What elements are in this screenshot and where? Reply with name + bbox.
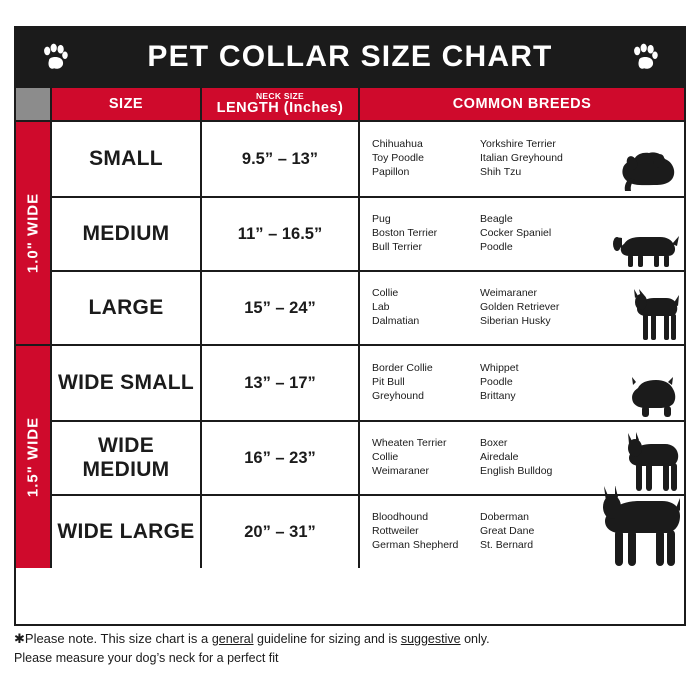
breed-item: Beagle <box>480 213 513 226</box>
breed-item: Collie <box>372 287 399 300</box>
breed-item: Boston Terrier <box>372 227 438 240</box>
breed-item: Airedale <box>480 451 519 464</box>
beagle-silhouette-icon <box>610 228 680 268</box>
page-title: PET COLLAR SIZE CHART <box>147 40 553 73</box>
doberman-silhouette-icon <box>568 486 680 566</box>
breed-column-1 <box>372 362 480 404</box>
table-row <box>52 494 684 568</box>
breed-item: Italian Greyhound <box>480 152 563 165</box>
breed-item: Papillon <box>372 165 410 178</box>
row-breeds <box>360 122 684 196</box>
footnote-underline-general: general <box>211 632 254 646</box>
breed-item: Pit Bull <box>372 376 405 389</box>
breed-item: Boxer <box>480 437 508 450</box>
row-size: LARGE <box>52 272 202 344</box>
breed-item: Whippet <box>480 362 519 375</box>
breed-column-2 <box>480 437 600 479</box>
size-chart-table <box>14 88 686 626</box>
group-label-1-0-wide <box>16 122 52 344</box>
breed-item: Weimaraner <box>480 287 537 300</box>
breed-column-1 <box>372 138 480 180</box>
breed-column-1 <box>372 287 480 329</box>
breed-column-2 <box>480 138 600 180</box>
footnote-line-1-part-b: guideline for sizing and is <box>253 632 401 646</box>
breed-item: Golden Retriever <box>480 301 560 314</box>
breed-item: St. Bernard <box>480 538 534 551</box>
breed-item: Poodle <box>480 376 513 389</box>
breed-item: English Bulldog <box>480 464 553 477</box>
row-breeds <box>360 198 684 270</box>
col-header-length-main: LENGTH (Inches) <box>216 99 344 116</box>
row-length: 15” – 24” <box>202 272 360 344</box>
breed-column-2 <box>480 213 600 255</box>
footnote-underline-suggestive: suggestive <box>400 632 461 646</box>
footnote-line-1-part-a: ✱Please note. This size chart is a <box>14 631 212 646</box>
breed-item: Weimaraner <box>372 464 429 477</box>
row-size: WIDE LARGE <box>52 496 202 568</box>
group-1-0-wide <box>16 122 684 344</box>
breed-item: Rottweiler <box>372 525 419 538</box>
footnote-line-1-part-c: only. <box>460 632 490 646</box>
breed-item: Dalmatian <box>372 314 420 327</box>
breed-item: Wheaten Terrier <box>372 437 447 450</box>
row-breeds <box>360 496 684 568</box>
small-fluffy-dog-silhouette-icon <box>618 150 680 194</box>
breed-item: Poodle <box>480 240 513 253</box>
breed-item: Yorkshire Terrier <box>480 138 556 151</box>
col-header-side <box>16 88 52 120</box>
row-breeds <box>360 422 684 494</box>
row-size: WIDE SMALL <box>52 346 202 420</box>
breed-column-1 <box>372 213 480 255</box>
row-length: 9.5” – 13” <box>202 122 360 196</box>
breed-item: German Shepherd <box>372 538 459 551</box>
breed-item: Bloodhound <box>372 511 429 524</box>
footnote <box>14 626 686 674</box>
row-breeds <box>360 272 684 344</box>
breed-item: Bull Terrier <box>372 240 422 253</box>
group-label-text: 1.5" WIDE <box>24 416 42 498</box>
breed-item: Great Dane <box>480 525 535 538</box>
breed-item: Collie <box>372 451 399 464</box>
row-size: SMALL <box>52 122 202 196</box>
breed-item: Siberian Husky <box>480 314 551 327</box>
col-header-length-sub: NECK SIZE <box>255 90 305 101</box>
breed-item: Chihuahua <box>372 138 423 151</box>
row-length: 11” – 16.5” <box>202 198 360 270</box>
table-row <box>52 420 684 494</box>
group-rows <box>52 122 684 344</box>
breed-column-1 <box>372 511 480 553</box>
breed-item: Lab <box>372 301 390 314</box>
breed-item: Shih Tzu <box>480 165 522 178</box>
breed-item: Brittany <box>480 389 516 402</box>
breed-item: Pug <box>372 213 391 226</box>
breed-item: Doberman <box>480 511 530 524</box>
chart-header <box>14 26 686 88</box>
breed-column-1 <box>372 437 480 479</box>
group-1-5-wide <box>16 344 684 568</box>
boxer-silhouette-icon <box>608 432 680 492</box>
table-row <box>52 270 684 344</box>
row-breeds <box>360 346 684 420</box>
paw-icon <box>632 43 658 71</box>
col-header-breeds: COMMON BREEDS <box>452 96 592 112</box>
table-row <box>52 122 684 196</box>
footnote-line-2: Please measure your dog’s neck for a perfect fit <box>14 650 279 665</box>
col-header-length <box>202 88 360 120</box>
table-header-row <box>16 88 684 122</box>
breed-column-2 <box>480 362 600 404</box>
row-length: 13” – 17” <box>202 346 360 420</box>
col-header-size: SIZE <box>52 88 202 120</box>
paw-icon <box>42 43 68 71</box>
group-label-1-5-wide <box>16 346 52 568</box>
breed-item: Greyhound <box>372 389 424 402</box>
footnote-line-1 <box>14 630 686 649</box>
table-row <box>52 346 684 420</box>
table-row <box>52 196 684 270</box>
breed-item: Toy Poodle <box>372 152 424 165</box>
large-dog-silhouette-icon <box>622 288 680 342</box>
row-size: WIDE MEDIUM <box>52 422 202 494</box>
bulldog-silhouette-icon <box>618 374 680 418</box>
row-size: MEDIUM <box>52 198 202 270</box>
row-length: 16” – 23” <box>202 422 360 494</box>
breed-item: Border Collie <box>372 362 433 375</box>
breed-column-2 <box>480 287 600 329</box>
group-label-text: 1.0" WIDE <box>24 192 42 274</box>
group-rows <box>52 346 684 568</box>
row-length: 20” – 31” <box>202 496 360 568</box>
breed-item: Cocker Spaniel <box>480 227 552 240</box>
